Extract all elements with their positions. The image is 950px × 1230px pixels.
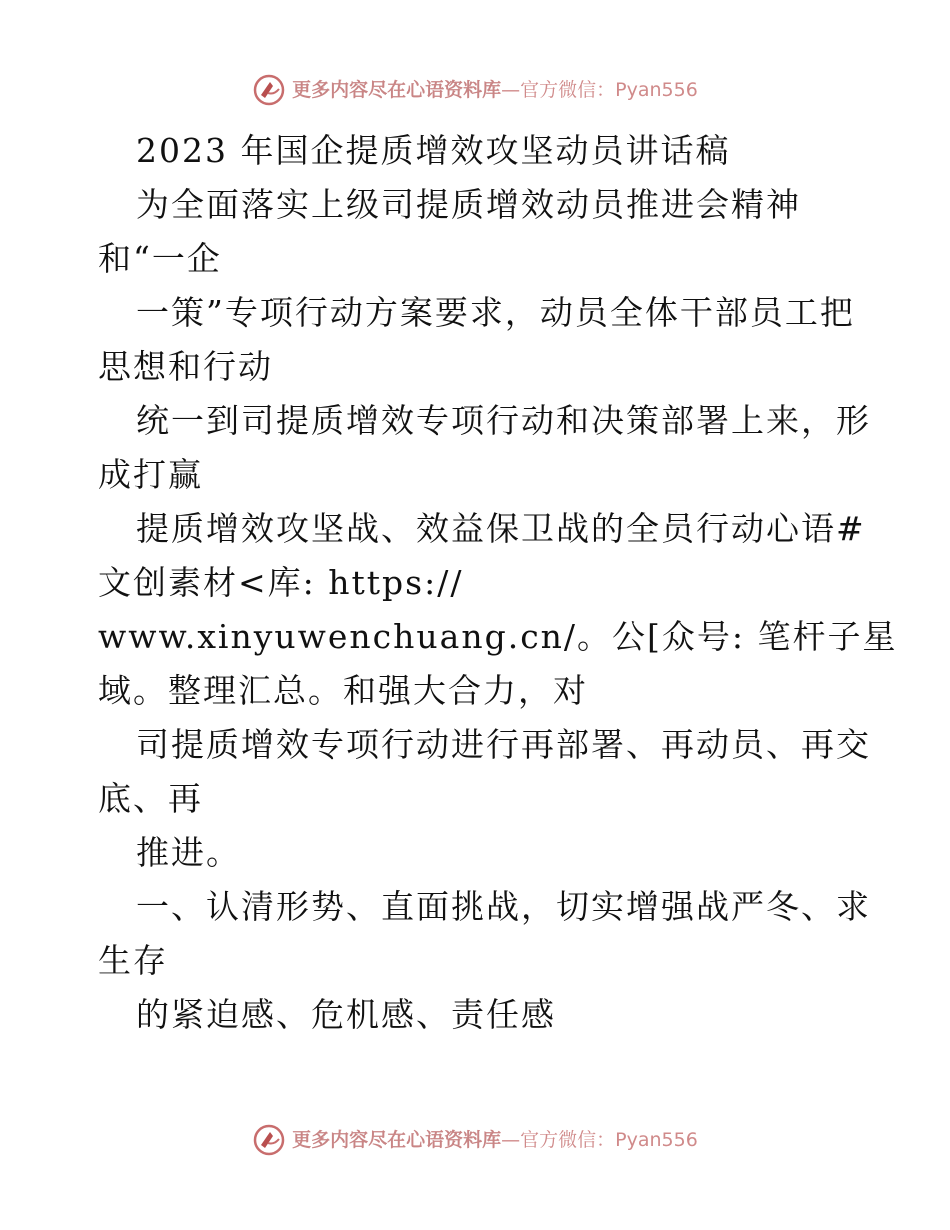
text-line: 的紧迫感、危机感、责任感 bbox=[136, 995, 556, 1034]
text-line: 司提质增效专项行动进行再部署、再动员、再交 bbox=[136, 725, 871, 764]
text-line: 2023 年国企提质增效攻坚动员讲话稿 bbox=[136, 131, 731, 170]
text-line: 和“一企 bbox=[98, 239, 222, 278]
text-line: 文创素材<库: https:// bbox=[98, 563, 464, 602]
watermark-footer bbox=[0, 1120, 950, 1160]
logo-icon bbox=[252, 1123, 286, 1157]
text-line: 推进。 bbox=[136, 833, 241, 872]
watermark-header bbox=[0, 70, 950, 110]
text-line: 域。整理汇总。和强大合力，对 bbox=[98, 671, 588, 710]
text-line: 思想和行动 bbox=[98, 347, 273, 386]
text-line: 生存 bbox=[98, 941, 168, 980]
watermark-lead: 更多内容尽在心语资料库 bbox=[292, 78, 502, 101]
text-line: 一、认清形势、直面挑战，切实增强战严冬、求 bbox=[136, 887, 871, 926]
text-line: 底、再 bbox=[98, 779, 203, 818]
text-line: 为全面落实上级司提质增效动员推进会精神 bbox=[136, 185, 801, 224]
text-line: www.xinyuwenchuang.cn/。公[众号: 笔杆子星 bbox=[98, 617, 898, 656]
logo-icon bbox=[252, 73, 286, 107]
text-line: 提质增效攻坚战、效益保卫战的全员行动心语# bbox=[136, 509, 866, 548]
watermark-text bbox=[292, 78, 698, 101]
watermark-dash: — bbox=[501, 1128, 521, 1151]
watermark-dash: — bbox=[501, 78, 521, 101]
text-line: 一策”专项行动方案要求，动员全体干部员工把 bbox=[136, 293, 855, 332]
watermark-tail: 官方微信：Pyan556 bbox=[520, 1128, 698, 1151]
watermark-text bbox=[292, 1128, 698, 1151]
text-line: 成打赢 bbox=[98, 455, 203, 494]
watermark-lead: 更多内容尽在心语资料库 bbox=[292, 1128, 502, 1151]
document-body bbox=[98, 124, 898, 1042]
text-line: 统一到司提质增效专项行动和决策部署上来，形 bbox=[136, 401, 871, 440]
watermark-tail: 官方微信：Pyan556 bbox=[520, 78, 698, 101]
